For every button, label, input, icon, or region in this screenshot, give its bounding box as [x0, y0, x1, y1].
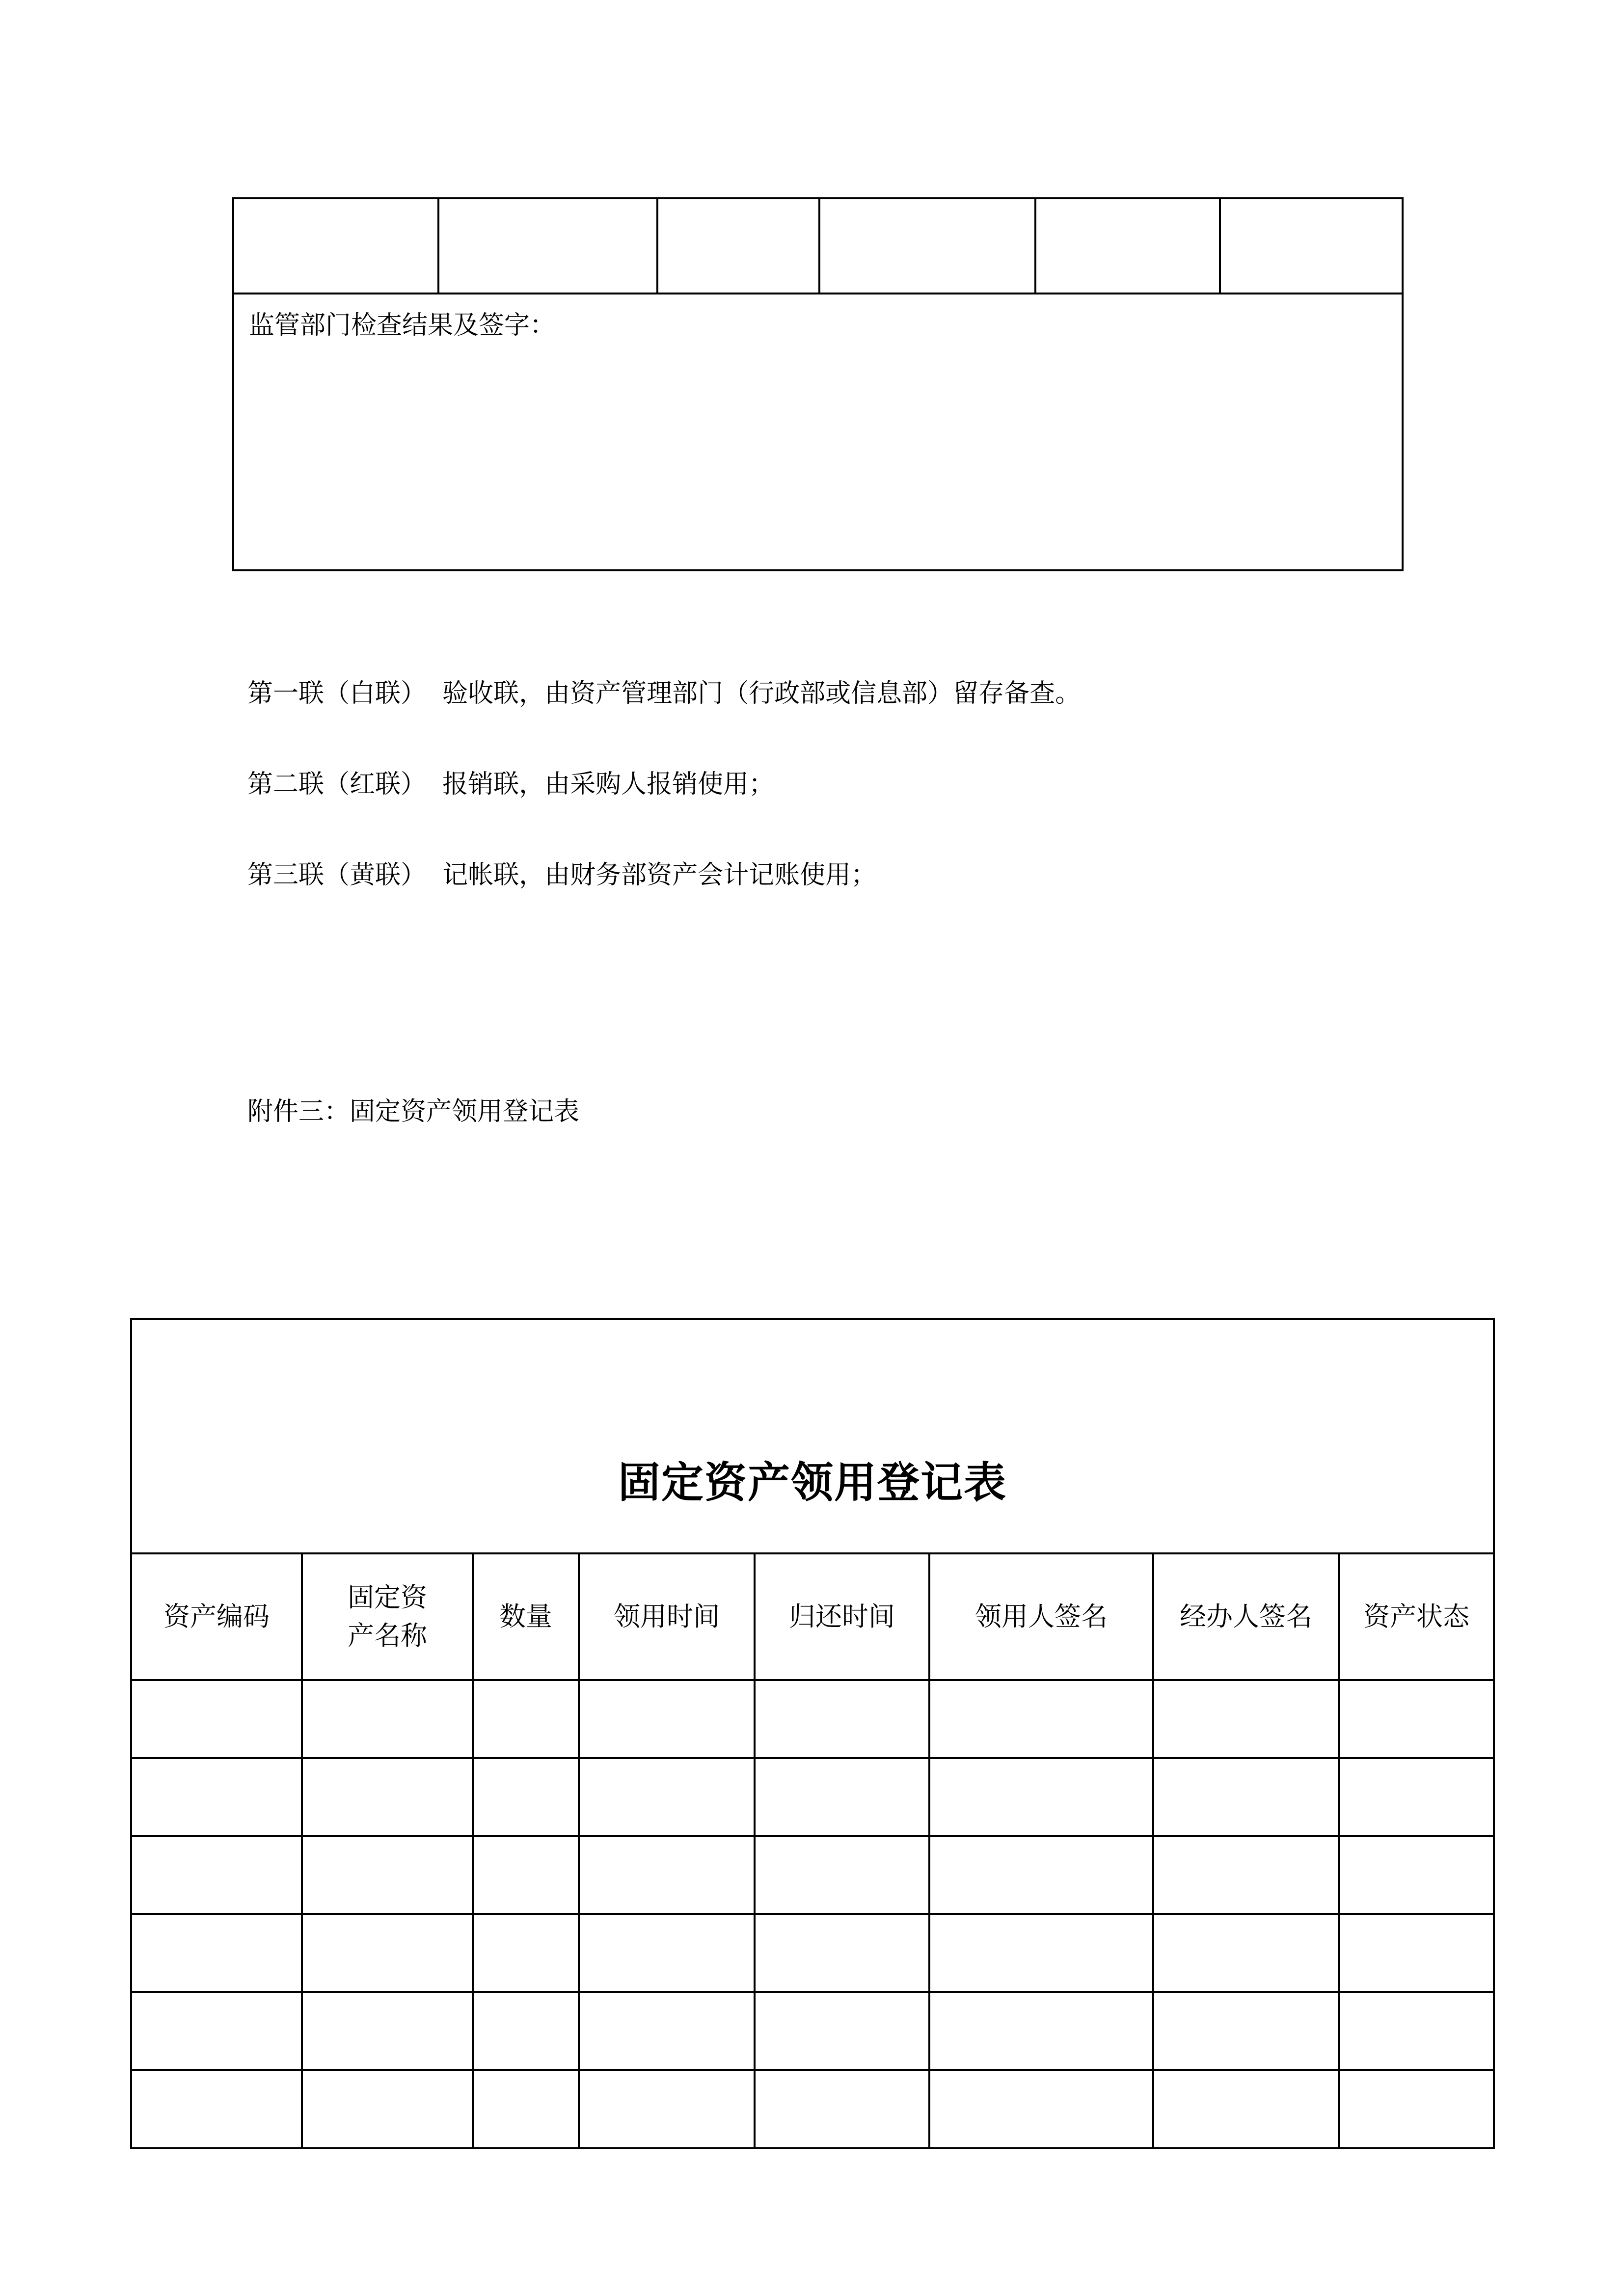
table-cell — [579, 1992, 755, 2070]
table-cell — [302, 1914, 473, 1992]
register-title: 固定资产领用登记表 — [131, 1319, 1494, 1553]
copy-note-2 — [247, 767, 774, 801]
copy-note-3 — [247, 858, 876, 892]
table-cell — [755, 1992, 929, 2070]
table-cell — [131, 1680, 302, 1758]
copy-note-text: 记帐联，由财务部资产会计记账使用； — [442, 860, 877, 890]
table-header-row — [131, 1553, 1494, 1680]
copy-note-text: 报销联，由采购人报销使用； — [442, 770, 775, 799]
table-cell — [1153, 1992, 1339, 2070]
copy-note-text: 验收联，由资产管理部门（行政部或信息部）留存备查。 — [442, 679, 1081, 708]
table-cell — [1339, 1914, 1494, 1992]
table-cell — [579, 1836, 755, 1914]
table-row — [131, 1836, 1494, 1914]
table-cell — [929, 1836, 1153, 1914]
table-cell — [1153, 1680, 1339, 1758]
table-title-row — [131, 1319, 1494, 1553]
table-cell — [929, 2070, 1153, 2148]
table-cell — [929, 1914, 1153, 1992]
table-cell — [131, 1992, 302, 2070]
inspection-result-label: 监管部门检查结果及签字： — [249, 311, 556, 340]
table-cell — [131, 1758, 302, 1836]
table-row — [131, 2070, 1494, 2148]
table-row — [131, 1914, 1494, 1992]
copy-note-label: 第一联（白联） — [247, 679, 427, 708]
table-cell — [1153, 2070, 1339, 2148]
blank-cell — [438, 198, 657, 294]
table-cell — [131, 2070, 302, 2148]
table-cell — [302, 1836, 473, 1914]
table-cell — [579, 1680, 755, 1758]
header-asset-status: 资产状态 — [1339, 1553, 1494, 1680]
table-cell — [302, 1680, 473, 1758]
blank-cell — [657, 198, 819, 294]
table-cell — [131, 1836, 302, 1914]
table-cell — [755, 2070, 929, 2148]
table-cell — [473, 1836, 579, 1914]
asset-register-table — [130, 1318, 1495, 2149]
table-cell — [473, 1758, 579, 1836]
table-cell — [929, 1680, 1153, 1758]
table-row — [233, 198, 1403, 294]
copy-note-1 — [247, 676, 1081, 711]
table-row — [233, 294, 1403, 570]
table-cell — [1153, 1914, 1339, 1992]
table-row — [131, 1758, 1494, 1836]
table-cell — [1339, 1680, 1494, 1758]
table-cell — [929, 1992, 1153, 2070]
table-cell — [579, 1914, 755, 1992]
inspection-table — [232, 197, 1404, 571]
blank-cell — [233, 198, 438, 294]
table-cell — [473, 1914, 579, 1992]
header-return-time: 归还时间 — [755, 1553, 929, 1680]
table-cell — [929, 1758, 1153, 1836]
copy-note-label: 第二联（红联） — [247, 770, 427, 799]
table-cell — [473, 1992, 579, 2070]
copy-note-label: 第三联（黄联） — [247, 860, 427, 890]
attachment-title: 附件三：固定资产领用登记表 — [247, 1097, 580, 1126]
header-handler-signature: 经办人签名 — [1153, 1553, 1339, 1680]
table-cell — [302, 2070, 473, 2148]
table-row — [131, 1992, 1494, 2070]
blank-cell — [1220, 198, 1403, 294]
inspection-result-cell — [233, 294, 1403, 570]
header-asset-name: 固定资产名称 — [302, 1553, 473, 1680]
table-cell — [1153, 1758, 1339, 1836]
table-cell — [131, 1914, 302, 1992]
table-cell — [1153, 1836, 1339, 1914]
header-asset-code: 资产编码 — [131, 1553, 302, 1680]
table-cell — [579, 2070, 755, 2148]
blank-cell — [1035, 198, 1220, 294]
table-cell — [302, 1992, 473, 2070]
table-cell — [755, 1758, 929, 1836]
blank-cell — [819, 198, 1035, 294]
header-quantity: 数量 — [473, 1553, 579, 1680]
table-row — [131, 1680, 1494, 1758]
table-cell — [302, 1758, 473, 1836]
header-issue-time: 领用时间 — [579, 1553, 755, 1680]
table-cell — [1339, 1836, 1494, 1914]
table-cell — [579, 1758, 755, 1836]
header-recipient-signature: 领用人签名 — [929, 1553, 1153, 1680]
table-cell — [473, 2070, 579, 2148]
table-cell — [1339, 1758, 1494, 1836]
table-cell — [473, 1680, 579, 1758]
table-cell — [1339, 2070, 1494, 2148]
table-cell — [1339, 1992, 1494, 2070]
table-cell — [755, 1914, 929, 1992]
table-cell — [755, 1680, 929, 1758]
table-cell — [755, 1836, 929, 1914]
